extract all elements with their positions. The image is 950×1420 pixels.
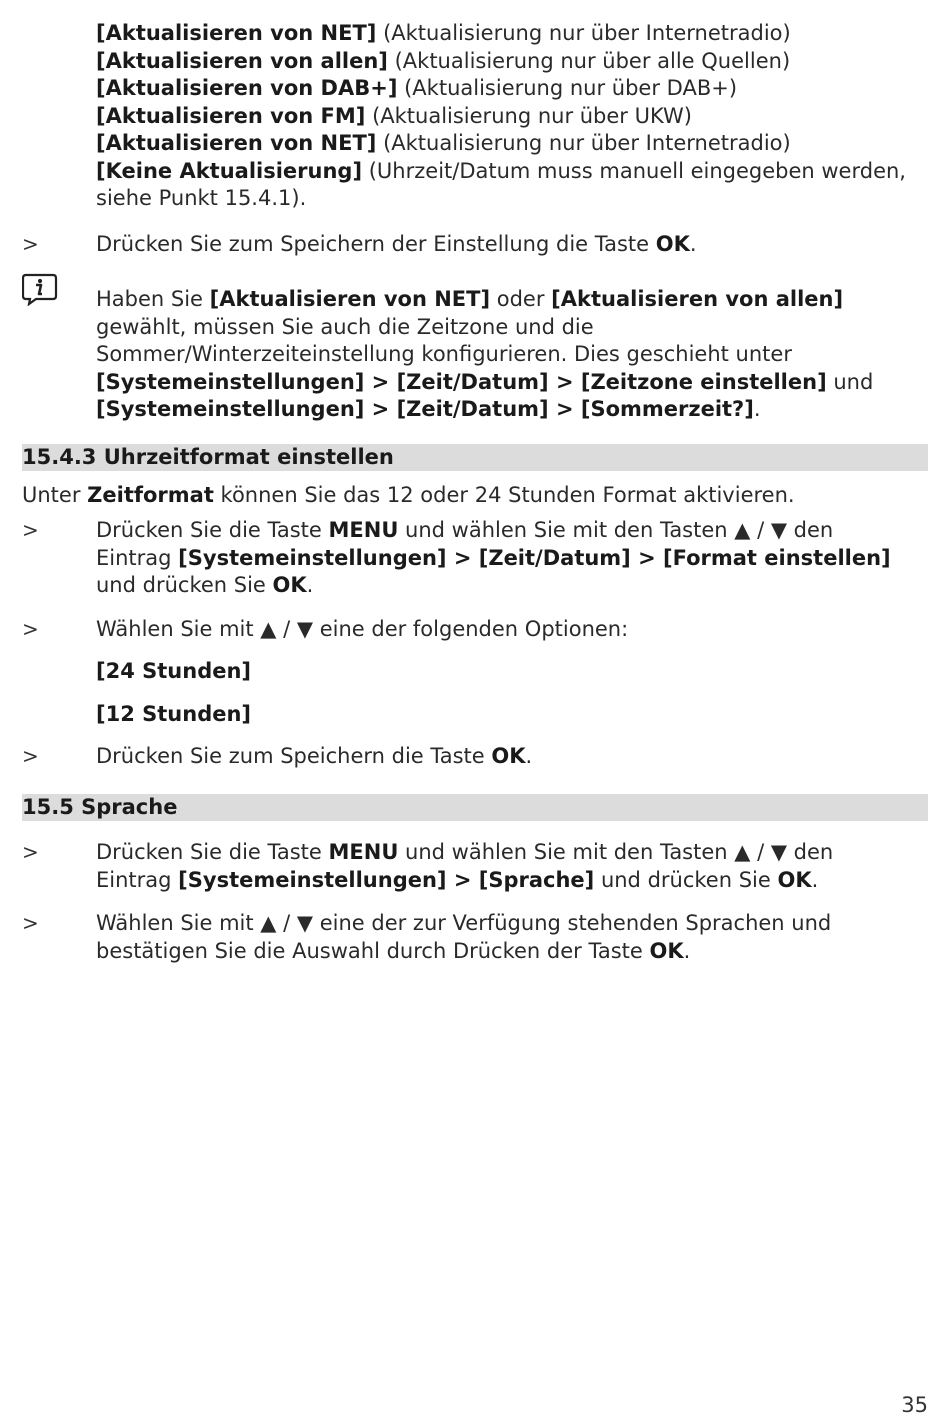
step-marker: >: [22, 744, 39, 768]
step-language-menu: Drücken Sie die Taste MENU und wählen Sie mit den Tasten ▲ / ▼ den Eintrag [Systemeinstellungen] > [Sprache] und drücken Sie OK.: [96, 840, 834, 892]
option-item: [Aktualisieren von allen] (Aktualisierung nur über alle Quellen): [96, 48, 791, 73]
step-marker: >: [22, 518, 39, 542]
step-select-language: Wählen Sie mit ▲ / ▼ eine der zur Verfügung stehenden Sprachen und bestätigen Sie die Auswahl durch Drücken der Taste OK.: [96, 911, 832, 963]
option-24-hours: [24 Stunden]: [96, 659, 252, 683]
step-save: Drücken Sie zum Speichern der Einstellung die Taste OK.: [96, 232, 697, 256]
option-item: [Aktualisieren von FM] (Aktualisierung nur über UKW): [96, 103, 692, 128]
info-icon: [22, 272, 58, 306]
option-12-hours: [12 Stunden]: [96, 702, 252, 726]
section-heading-uhrzeitformat: 15.4.3 Uhrzeitformat einstellen: [22, 444, 928, 471]
section-intro: Unter Zeitformat können Sie das 12 oder 24 Stunden Format aktivieren.: [22, 483, 795, 507]
update-options-list: [96, 20, 910, 213]
step-marker: >: [22, 232, 39, 256]
step-marker: >: [22, 911, 39, 935]
option-item: [Aktualisieren von DAB+] (Aktualisierung nur über DAB+): [96, 76, 738, 100]
option-item: [Aktualisieren von NET] (Aktualisierung nur über Internetradio): [96, 21, 791, 45]
step-format-menu: Drücken Sie die Taste MENU und wählen Sie mit den Tasten ▲ / ▼ den Eintrag [Systemeinstellungen] > [Zeit/Datum] > [Format einstellen] und drücken Sie OK.: [96, 518, 891, 597]
section-heading-sprache: 15.5 Sprache: [22, 794, 928, 821]
step-marker: >: [22, 840, 39, 864]
step-select-option: Wählen Sie mit ▲ / ▼ eine der folgenden Optionen:: [96, 617, 629, 641]
step-marker: >: [22, 617, 39, 641]
option-item: [Aktualisieren von NET] (Aktualisierung nur über Internetradio): [96, 131, 791, 155]
info-note: Haben Sie [Aktualisieren von NET] oder [Aktualisieren von allen] gewählt, müssen Sie auch die Zeitzone und die Sommer/Winterzeiteinstellung konfigurieren. Dies geschieht unter [Systemeinstellungen] > [Zeit/Datum] > [Zeitzone einstellen] und [Systemeinstellungen] > [Zeit/Datum] > [Sommerzeit?].: [96, 287, 874, 421]
option-item: [Keine Aktualisierung] (Uhrzeit/Datum muss manuell eingegeben werden, siehe Punkt 15.4.1).: [96, 158, 906, 210]
page-number: 35: [901, 1393, 928, 1417]
step-save-format: Drücken Sie zum Speichern die Taste OK.: [96, 744, 533, 768]
